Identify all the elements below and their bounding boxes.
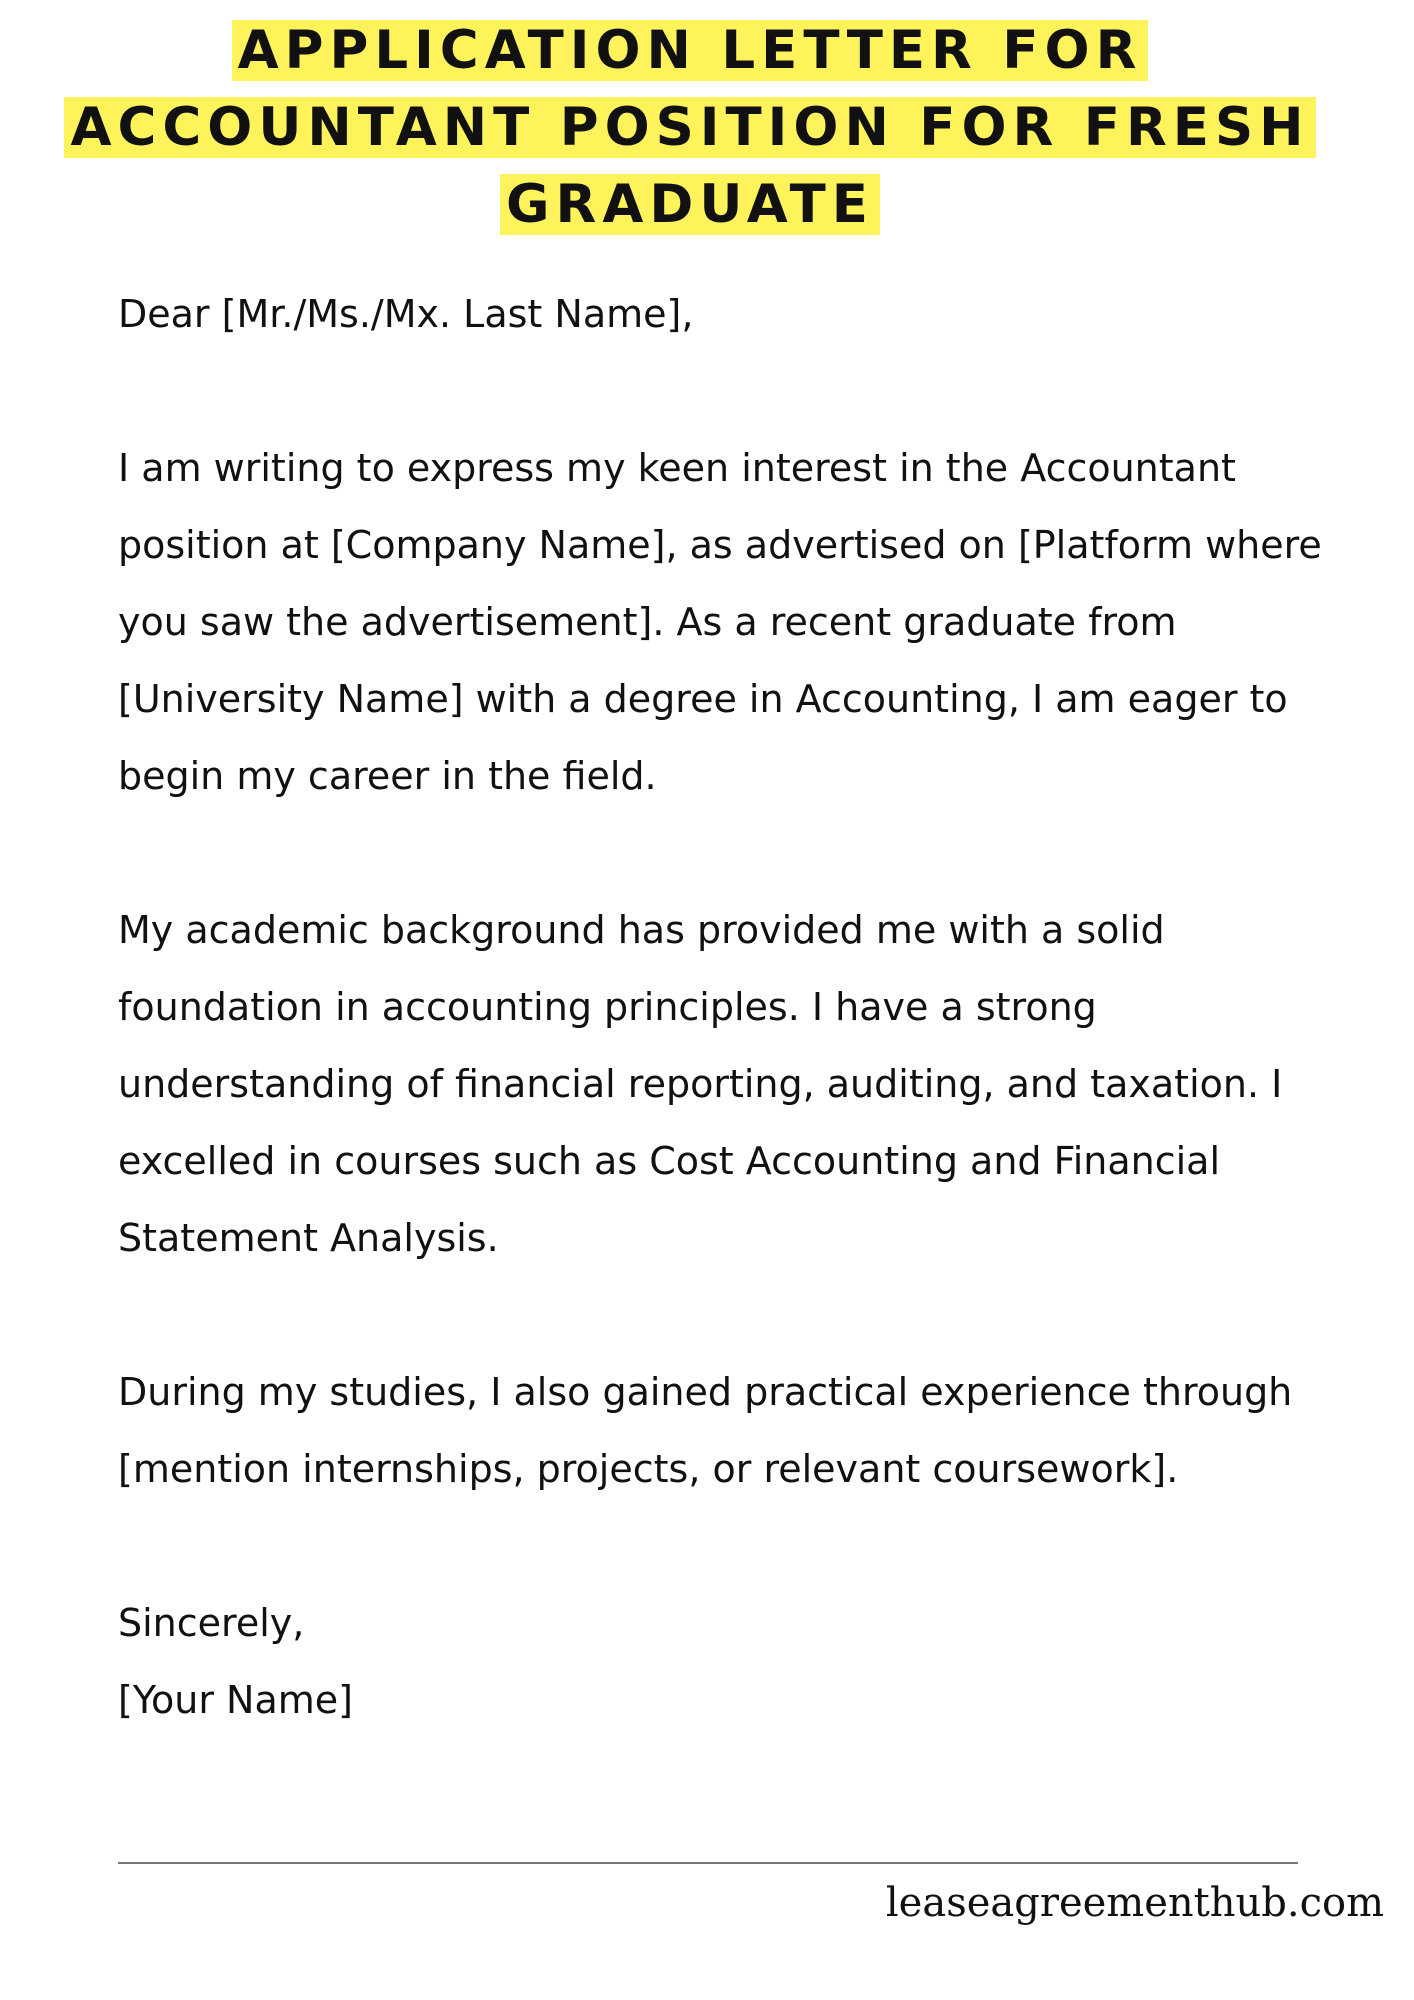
letter-paragraph-1: I am writing to express my keen interest in the Accountant position at [Company Name], as advertised on [Platform where you saw the advertisement]. As a recent graduate from [University Name] with a degree in Accounting, I am eager to begin my career in the field.	[118, 446, 1322, 798]
title-line-2: ACCOUNTANT POSITION FOR FRESH	[64, 97, 1315, 158]
page-title	[40, 12, 1340, 243]
letter-greeting: Dear [Mr./Ms./Mx. Last Name],	[118, 292, 694, 336]
letter-body	[118, 276, 1358, 1739]
letter-signature: [Your Name]	[118, 1678, 353, 1722]
footer-site-name: leaseagreementhub.com	[885, 1880, 1384, 1926]
footer-divider	[118, 1862, 1298, 1864]
title-line-1: APPLICATION LETTER FOR	[232, 20, 1149, 81]
letter-paragraph-3: During my studies, I also gained practical experience through [mention internships, projects, or relevant coursework].	[118, 1370, 1293, 1491]
letter-closing: Sincerely,	[118, 1601, 305, 1645]
title-line-3: GRADUATE	[500, 174, 880, 235]
letter-paragraph-2: My academic background has provided me with a solid foundation in accounting principles. I have a strong understanding of financial reporting, auditing, and taxation. I excelled in courses such as Cost Accounting and Financial Statement Analysis.	[118, 908, 1283, 1260]
